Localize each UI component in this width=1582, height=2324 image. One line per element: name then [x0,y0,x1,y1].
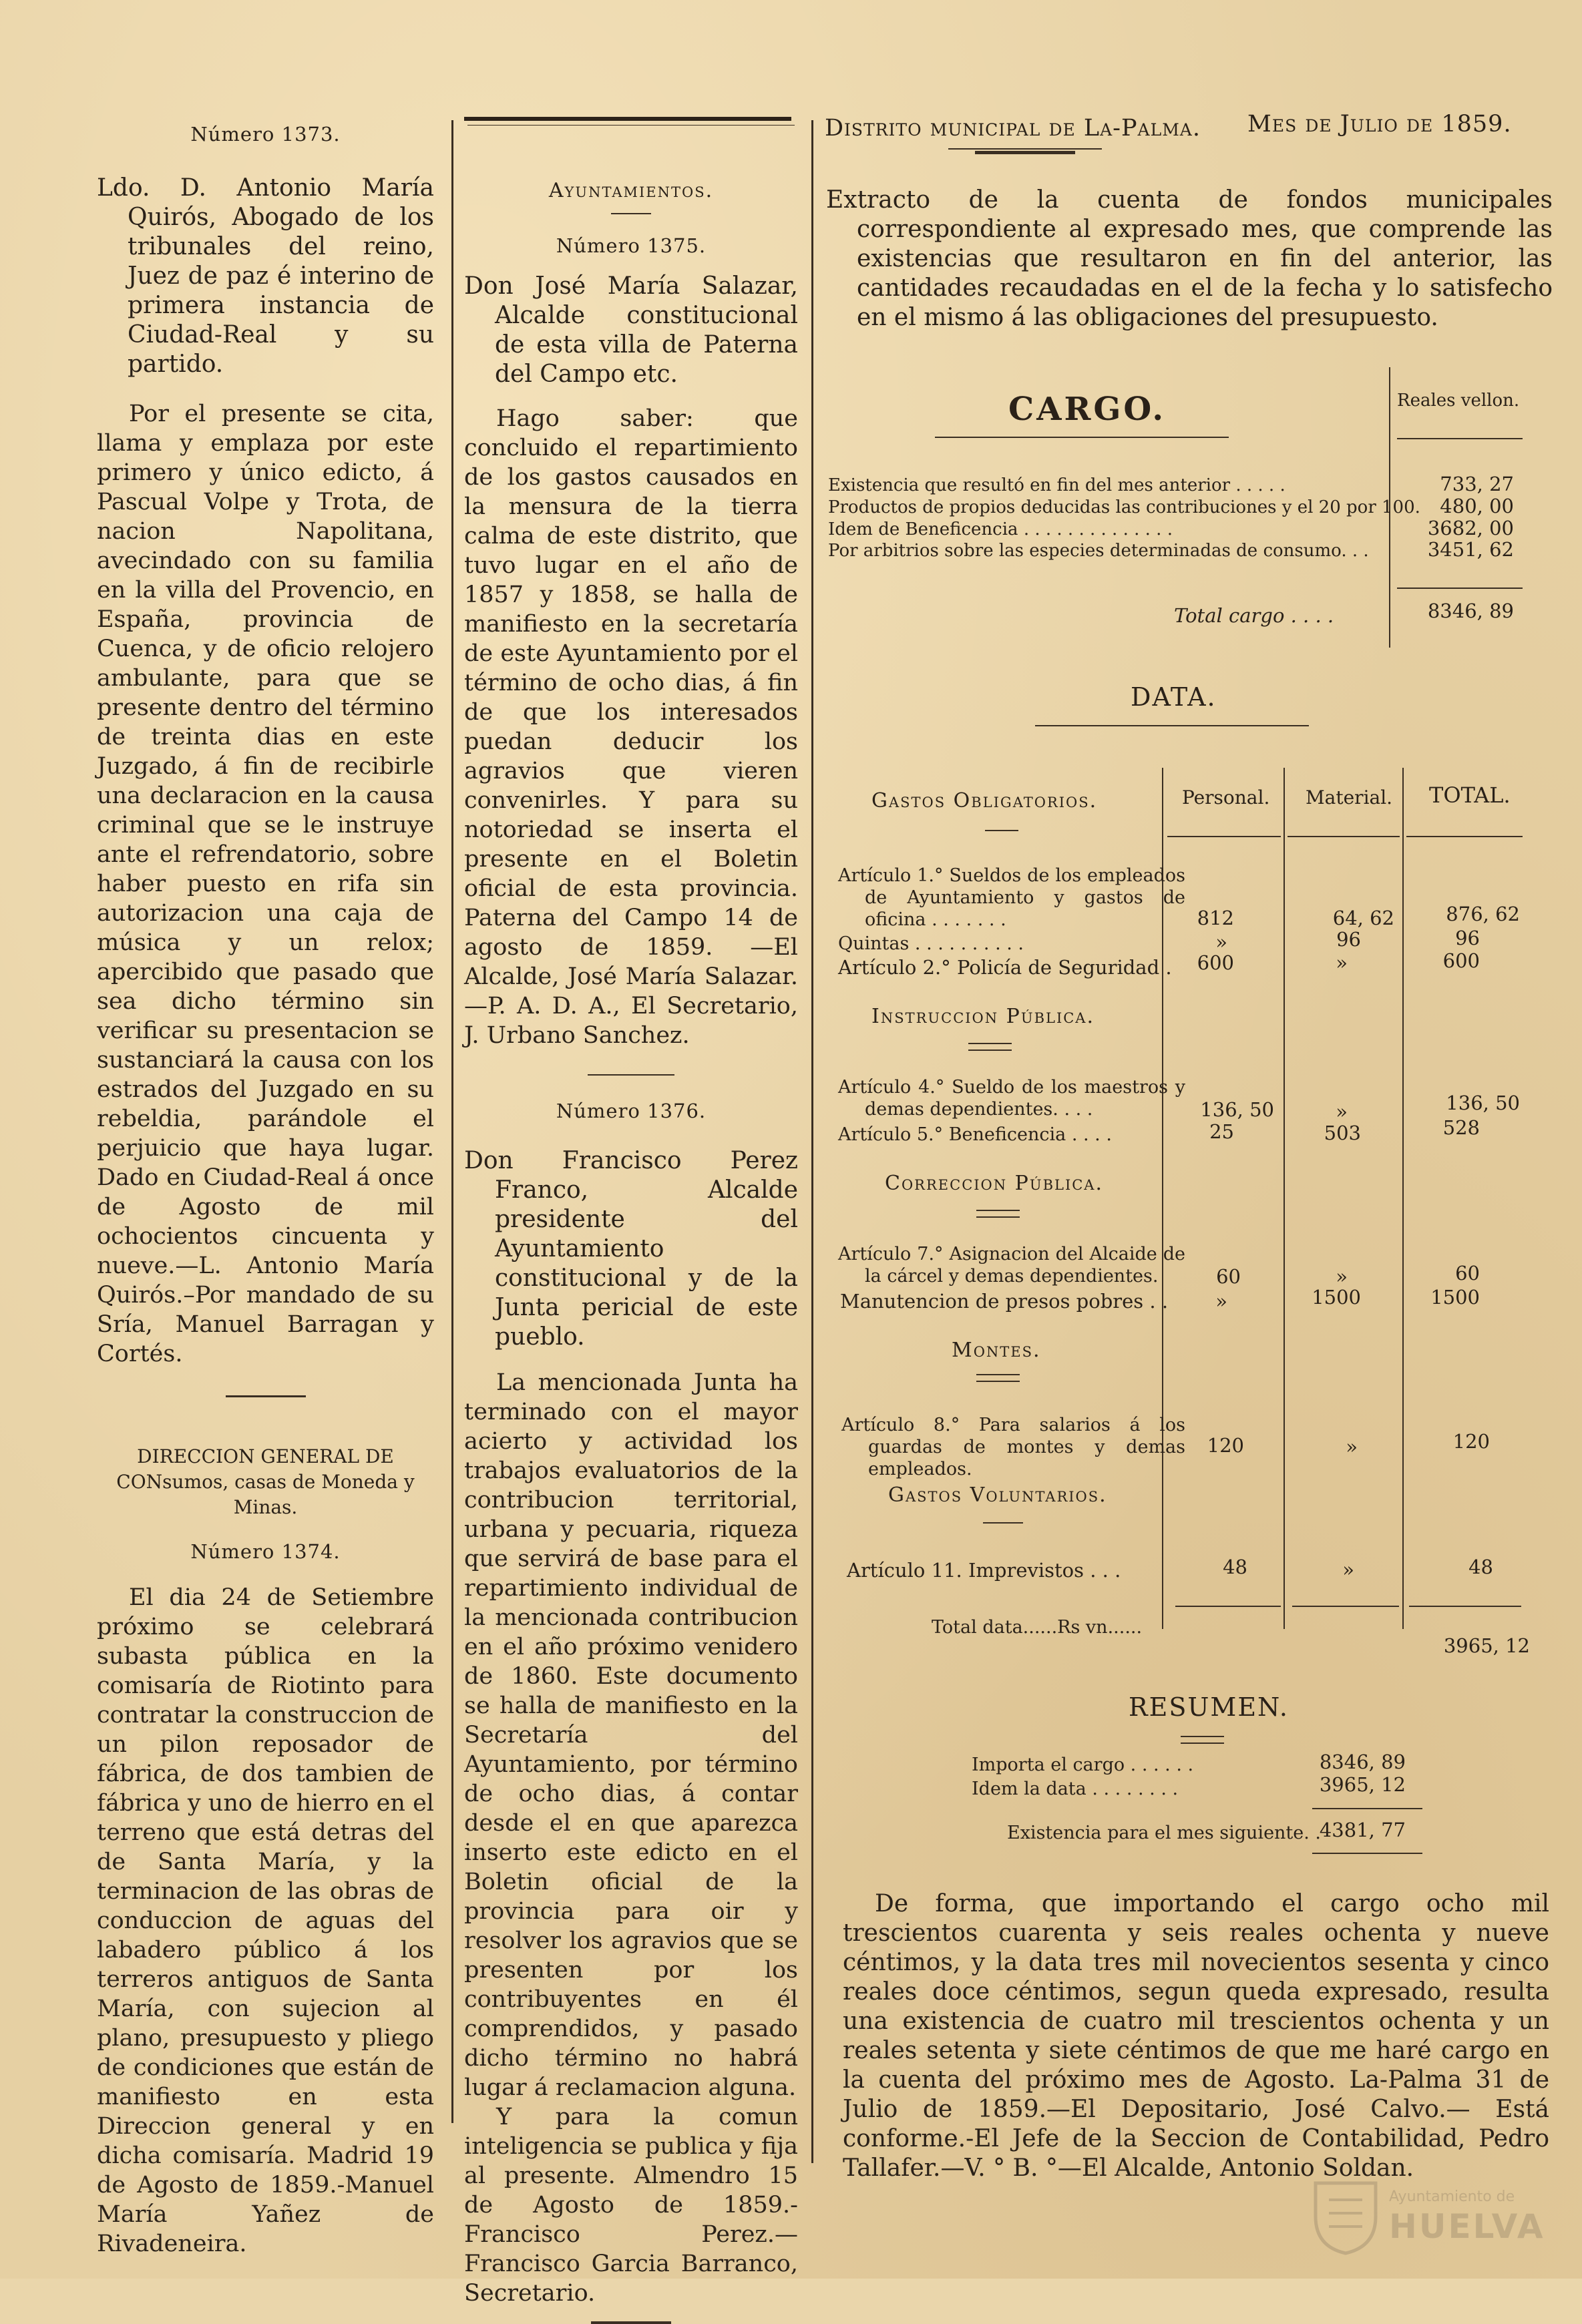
extract-paragraph: Extracto de la cuenta de fondos municipales correspondiente al expresado mes, que comprende las existencias que resultaron en fin del anterior, las cantidades recaudadas en el de la fecha y lo satisfecho en el mismo á las obligaciones del presupuesto. [826,186,1553,331]
column-rule-2 [811,120,813,2163]
row-manutencion: Manutencion de presos pobres . . [840,1290,1169,1313]
total-cargo-label: Total cargo . . . . [1174,604,1334,627]
data-sum-rule-1 [1175,1606,1281,1607]
row-articulo-5: Artículo 5.° Beneficencia . . . . [838,1124,1112,1145]
data-sum-rule-3 [1409,1606,1521,1607]
short-double-rule-d [976,1374,1020,1382]
art4-total: 136, 50 [1446,1092,1520,1114]
notice-number-1376: Número 1376. [556,1100,707,1122]
art4-material: » [1336,1100,1348,1123]
row-articulo-7: Artículo 7.° Asignacion del Alcaide de la cárcel y demas dependientes. [838,1244,1185,1287]
art1-personal: 812 [1197,907,1234,929]
separator-rule-2 [588,1074,674,1076]
cargo-row-value: 3451, 62 [1427,538,1514,561]
column-2 [464,117,798,2324]
watermark-line-1: Ayuntamiento de [1389,2188,1515,2205]
data-col-line-3 [1402,768,1404,1629]
art7-material: » [1336,1265,1348,1288]
art1-total: 876, 62 [1446,903,1520,925]
cargo-title-rule [935,437,1229,438]
quintas-personal: » [1215,931,1227,953]
notice-1376-closing: Y para la comun inteligencia se publica y fija al presente. Almendro 15 de Agosto de 1859.-Francisco Perez.— Francisco Garcia Barranco, Secretario. [464,2104,798,2307]
quintas-material: 96 [1336,928,1361,951]
notice-number-1373: Número 1373. [190,123,341,146]
gastos-obligatorios-title: Gastos Obligatorios. [871,789,1098,812]
art7-personal: 60 [1216,1265,1241,1288]
row-articulo-4: Artículo 4.° Sueldo de los maestros y demas dependientes. . . . [838,1077,1185,1120]
district-name: Distrito municipal de La-Palma. [825,115,1201,142]
row-articulo-11: Artículo 11. Imprevistos . . . [847,1559,1121,1582]
month-label: Mes de Julio de 1859. [1247,111,1512,138]
resumen-double-rule [1181,1736,1224,1744]
reales-header: Reales vellon. [1397,391,1520,411]
manut-material: 1500 [1312,1286,1361,1309]
total-cargo-value: 8346, 89 [1427,600,1514,622]
instruccion-publica-title: Instruccion Pública. [871,1005,1095,1028]
coat-of-arms-icon [1309,2176,1382,2257]
data-title: DATA. [1131,682,1217,712]
column-total-header: TOTAL. [1429,782,1511,808]
notice-1373-heading: Ldo. D. Antonio María Quirós, Abogado de los tribunales del reino, Juez de paz é interino de primera instancia de Ciudad-Real y su partido. [97,174,434,378]
cargo-title: CARGO. [1008,391,1167,428]
header-double-rule [464,117,791,121]
art11-total: 48 [1468,1556,1493,1578]
art2-personal: 600 [1197,951,1234,974]
resumen-cargo-value: 8346, 89 [1319,1751,1406,1773]
data-sum-rule-2 [1292,1606,1399,1607]
cargo-row-label: Existencia que resultó en fin del mes anterior . . . . . [828,475,1286,495]
resumen-existencia-label: Existencia para el mes siguiente. . [1007,1823,1322,1843]
closing-paragraph: De forma, que importando el cargo ocho mil trescientos cuarenta y seis reales ochenta y nueve céntimos, y la data tres mil novecientos sesenta y cinco reales doce céntimos, segun queda expresado, resulta una existencia de cuatro mil trescientos ochenta y un reales setenta y siete céntimos de que me haré cargo en la cuenta del próximo mes de Agosto. La-Palma 31 de Julio de 1859.—El Depositario, José Calvo.— Está conforme.-El Jefe de la Seccion de Contabilidad, Pedro Tallafer.—V. ° B. °—El Alcalde, Antonio Soldan. [843,1890,1549,2182]
row-quintas: Quintas . . . . . . . . . . [838,933,1024,954]
short-double-rule-c [976,1210,1020,1218]
manut-personal: » [1215,1290,1227,1313]
montes-title: Montes. [952,1339,1041,1362]
short-rule-e [983,1522,1023,1524]
resumen-bottom-rule [1312,1853,1422,1854]
manut-total: 1500 [1430,1286,1480,1309]
resumen-data-value: 3965, 12 [1319,1773,1406,1796]
art4-personal: 136, 50 [1200,1098,1274,1121]
row-articulo-8: Artículo 8.° Para salarios á los guardas de montes y demas empleados. [841,1415,1185,1479]
art11-personal: 48 [1223,1556,1247,1578]
direccion-general-title: DIRECCION GENERAL DE CONsumos, casas de Moneda y Minas. [116,1445,415,1518]
total-data-label: Total data......Rs vn...... [932,1617,1143,1638]
notice-1374-body: El dia 24 de Setiembre próximo se celebrará subasta pública en la comisaría de Riotinto para contratar la construccion de un pilon reposador de fábrica, de dos tambien de fábrica y uno de hierro en el terreno que está detras del de Santa María, y la terminacion de las obras de conduccion de aguas del labadero público á los terreros antiguos de Santa María, con sujecion al plano, presupuesto y pliego de condiciones que están de manifiesto en esta Direccion general y en dicha comisaría. Madrid 19 de Agosto de 1859.-Manuel María Yañez de Rivadeneira. [97,1584,434,2257]
short-rule [611,213,651,214]
cargo-row-value: 3682, 00 [1427,517,1514,539]
column-1 [97,120,434,2259]
notice-1373-body: Por el presente se cita, llama y emplaza por este primero y único edicto, á Pascual Volpe y Trota, de nacion Napolitana, avecindado con su familia en la villa del Provencio, en España, provincia de Cuenca, y de oficio relojero ambulante, para que se presente dentro del término de treinta dias en este Juzgado, á fin de recibirle una declaracion en la causa criminal que se le instruye ante el refrendatorio, sobre haber puesto en rifa sin autorizacion una caja de música y un relox; apercibido que pasado que sea dicho término sin verificar su presentacion se sustanciará la causa con los estrados del Juzgado en su rebeldia, parándole el perjuicio que haya lugar. Dado en Ciudad-Real á once de Agosto de mil ochocientos cincuenta y nueve.—L. Antonio María Quirós.–Por mandado de su Sría, Manuel Barragan y Cortés. [97,401,434,1367]
art2-material: » [1336,951,1348,974]
resumen-data-label: Idem la data . . . . . . . . [972,1779,1179,1799]
column-material-header: Material. [1306,786,1393,808]
notice-number-1374: Número 1374. [190,1540,341,1563]
cargo-sum-rule [1397,588,1523,589]
cargo-row-value: 733, 27 [1440,473,1514,495]
art11-material: » [1342,1558,1354,1581]
resumen-sum-rule [1312,1808,1422,1809]
watermark-line-2: HUELVA [1389,2207,1545,2246]
cargo-row-label: Idem de Beneficencia . . . . . . . . . . . . . . [828,519,1173,539]
art1-material: 64, 62 [1332,907,1394,929]
heading-rule [948,148,1102,150]
correccion-publica-title: Correccion Pública. [885,1172,1104,1195]
resumen-cargo-label: Importa el cargo . . . . . . [972,1755,1194,1775]
cargo-row-label: Por arbitrios sobre las especies determinadas de consumo. . . [828,541,1369,561]
art5-material: 503 [1324,1122,1361,1144]
column-rule-1 [451,120,453,2123]
gastos-voluntarios-title: Gastos Voluntarios. [888,1483,1107,1507]
data-header-rule-1 [1167,836,1281,837]
row-articulo-2: Artículo 2.° Policía de Seguridad . [838,956,1172,979]
art8-material: » [1346,1435,1358,1458]
quintas-total: 96 [1455,927,1480,949]
heading-rule-2 [975,151,1075,154]
art8-total: 120 [1452,1430,1490,1453]
resumen-existencia-value: 4381, 77 [1319,1819,1406,1841]
art8-personal: 120 [1207,1434,1244,1457]
column-personal-header: Personal. [1182,786,1270,808]
total-data-value: 3965, 12 [1443,1634,1530,1657]
cargo-row-label: Productos de propios deducidas las contribuciones y el 20 por 100. [828,497,1420,517]
art5-total: 528 [1442,1116,1480,1139]
art5-personal: 25 [1209,1120,1234,1143]
data-header-rule-3 [1406,836,1523,837]
resumen-title: RESUMEN. [1129,1692,1289,1722]
data-col-line-2 [1283,768,1285,1629]
notice-1375-heading: Don José María Salazar, Alcalde constitucional de esta villa de Paterna del Campo etc. [464,272,798,388]
cargo-row-value: 480, 00 [1440,495,1514,517]
end-rule [591,2321,671,2324]
section-title-ayuntamientos: Ayuntamientos. [548,179,714,202]
ayuntamiento-huelva-watermark [1309,2170,1545,2263]
short-double-rule-b [968,1043,1012,1051]
notice-number-1375: Número 1375. [556,234,707,257]
reales-header-rule [1397,438,1523,439]
separator-rule [226,1395,306,1397]
notice-1376-heading: Don Francisco Perez Franco, Alcalde presidente del Ayuntamiento constitucional y de la Junta pericial de este pueblo. [464,1147,798,1351]
row-articulo-1: Artículo 1.° Sueldos de los empleados de Ayuntamiento y gastos de oficina . . . . . . . [838,865,1185,930]
notice-1375-body: Hago saber: que concluido el repartimiento de los gastos causados en la mensura de la tierra calma de este distrito, que tuvo lugar en el año de 1857 y 1858, se halla de manifiesto en la secretaría de este Ayuntamiento por el término de ocho dias, á fin de que los interesados puedan deducir los agravios que vieren convenirles. Y para su notoriedad se inserta el presente en el Boletin oficial de esta provincia. Paterna del Campo 14 de agosto de 1859. —El Alcalde, José María Salazar.—P. A. D. A., El Secretario, J. Urbano Sanchez. [464,405,798,1049]
header-thin-rule [467,125,795,126]
short-rule-a [985,830,1018,831]
notice-1376-body: La mencionada Junta ha terminado con el mayor acierto y actividad los trabajos evaluatorios de la contribucion territorial, urbana y pecuaria, riqueza que servirá de base para el repartimiento individual de la mencionada contribucion en el año próximo venidero de 1860. Este documento se halla de manifiesto en la Secretaría del Ayuntamiento, por término de ocho dias, á contar desde el en que aparezca inserto este edicto en el Boletin oficial de la provincia para oir y resolver los agravios que se presenten por los contribuyentes en él comprendidos, y pasado dicho término no habrá lugar á reclamacion alguna. [464,1369,798,2101]
data-header-rule-2 [1288,836,1400,837]
data-title-rule [1035,725,1309,726]
art2-total: 600 [1442,949,1480,972]
art7-total: 60 [1455,1262,1480,1285]
